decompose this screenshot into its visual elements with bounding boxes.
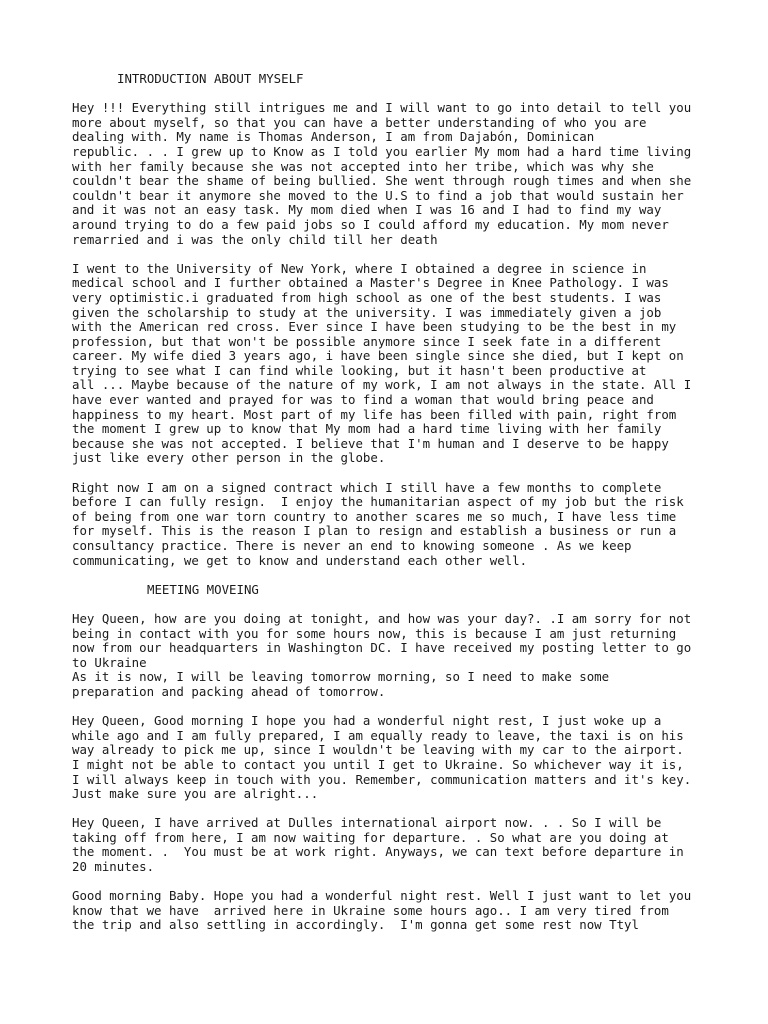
- paragraph-posting-letter: Hey Queen, how are you doing at tonight, and how was your day?. .I am sorry for not being in contact with you for some hours now, this is because I am just returning now from our headquarters in Washington DC. I have received my posting letter to go to Ukraine As it is now, I will be leaving tomorrow morning, so I need to make some preparation and packing ahead of tomorrow.: [72, 610, 692, 699]
- heading-introduction: INTRODUCTION ABOUT MYSELF: [117, 71, 304, 86]
- paragraph-contract: Right now I am on a signed contract which I still have a few months to complete before I can fully resign. I enjoy the humanitarian aspect of my job but the risk of being from one war torn country to another scares me so much, I have less time for myself. This is the reason I plan to resign and establish a business or run a consultancy practice. There is never an end to knowing someone . As we keep communicating, we get to know and understand each other well.: [72, 479, 684, 568]
- paragraph-education-career: I went to the University of New York, where I obtained a degree in science in medical school and I further obtained a Master's Degree in Knee Pathology. I was very optimistic.i graduated from high school as one of the best students. I was given the scholarship to study at the university. I was immediately given a job with the American red cross. Ever since I have been studying to be the best in my profession, but that won't be possible anymore since I seek fate in a different career. My wife died 3 years ago, i have been single since she died, but I kept on trying to see what I can find while looking, but it hasn't been productive at all ... Maybe because of the nature of my work, I am not always in the state. All I have ever wanted and prayed for was to find a woman that would bring peace and happiness to my heart. Most part of my life has been filled with pain, right from the moment I grew up to know that My mom had a hard time living with her family because she was not accepted. I believe that I'm human and I deserve to be happy just like every other person in the globe.: [72, 260, 692, 466]
- paragraph-good-morning: Hey Queen, Good morning I hope you had a wonderful night rest, I just woke up a while ago and I am fully prepared, I am equally ready to leave, the taxi is on his way already to pick me up, since I wouldn't be leaving with my car to the airport. I might not be able to contact you until I get to Ukraine. So whichever way it is, I will always keep in touch with you. Remember, communication matters and it's key. Just make sure you are alright...: [72, 713, 692, 802]
- paragraph-arrived-ukraine: Good morning Baby. Hope you had a wonderful night rest. Well I just want to let you know that we have arrived here in Ukraine some hours ago.. I am very tired from the trip and also settling in accordingly. I'm gonna get some rest now Ttyl: [72, 888, 692, 933]
- heading-meeting: MEETING MOVEING: [147, 581, 259, 597]
- paragraph-intro-family: Hey !!! Everything still intrigues me and I will want to go into detail to tell you more about myself, so that you can have a better understanding of who you are dealing with. My name is Thomas Anderson, I am from Dajabón, Dominican republic. . . I grew up to Know as I told you earlier My mom had a hard time living with her family because she was not accepted into her tribe, which was why she couldn't bear the shame of being bullied. She went through rough times and when she couldn't bear it anymore she moved to the U.S to find a job that would sustain her and it was not an easy task. My mom died when I was 16 and I had to find my way around trying to do a few paid jobs so I could afford my education. My mom never remarried and i was the only child till her death: [72, 100, 692, 247]
- document-page: [72, 72, 712, 948]
- paragraph-airport: Hey Queen, I have arrived at Dulles international airport now. . . So I will be taking off from here, I am now waiting for departure. . So what are you doing at the moment. . You must be at work right. Anyways, we can text before departure in 20 minutes.: [72, 815, 684, 875]
